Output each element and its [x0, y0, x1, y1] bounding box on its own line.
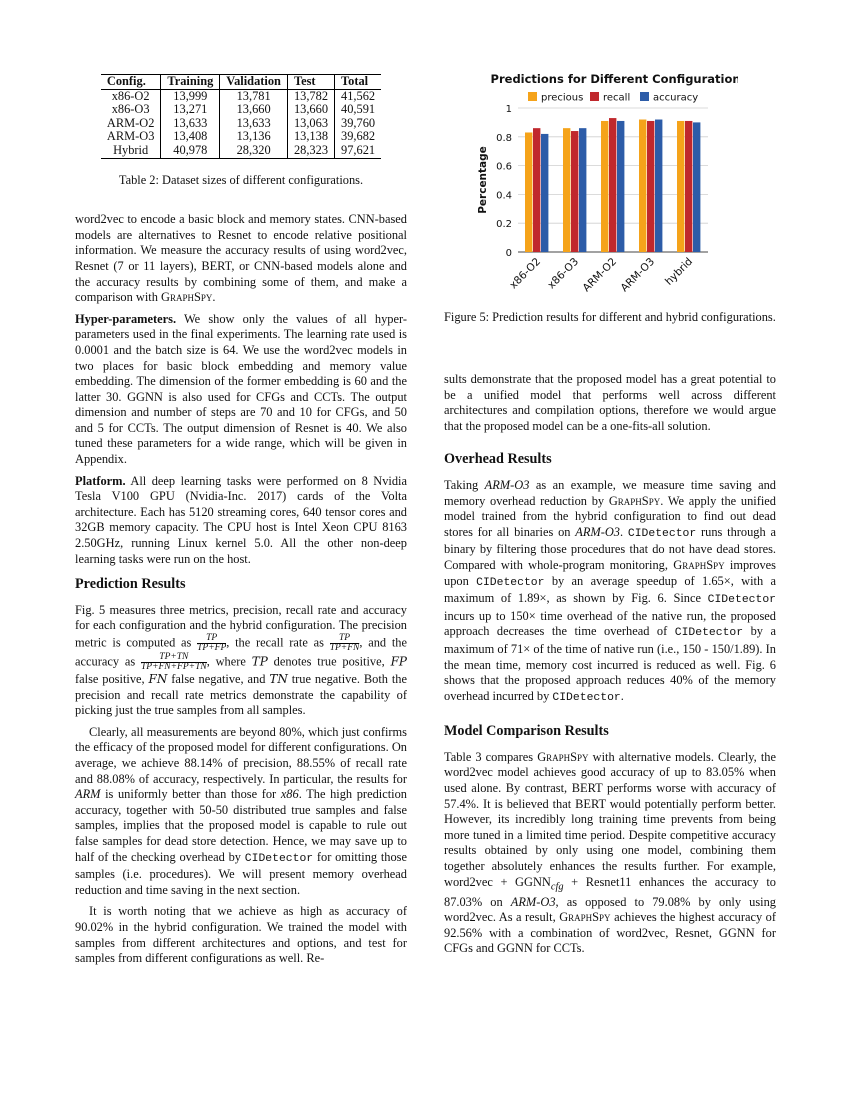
paragraph: word2vec to encode a basic block and memory states. CNN-based models are alternatives to Resnet to encode relative positional information. We measure the accuracy results of using word2vec, Resnet (7 or 11 layers), BERT, or CNN-based models alone and the accuracy results by combining some of them, and make a comparison with GraphSpy.: [75, 212, 407, 305]
x-tick-label: x86-O3: [545, 255, 582, 292]
bar: [579, 128, 586, 252]
table-row: [101, 89, 381, 103]
bar: [639, 120, 646, 252]
table-cell: 28,320: [220, 144, 288, 158]
table-header: Training: [161, 75, 220, 90]
table-header: Test: [287, 75, 334, 90]
accuracy-formula: $\frac{TP+TN}{TP+FN+FP+TN}$: [141, 652, 207, 672]
bar: [617, 121, 624, 252]
bar: [693, 122, 700, 252]
paragraph: sults demonstrate that the proposed model has a great potential to be a unified model that performs well across different architectures and compilation options, therefore we would argue that the proposed model can be a one-fits-all solution.: [444, 372, 776, 433]
bar-chart: [468, 70, 738, 304]
table-cell: 13,633: [161, 117, 220, 131]
legend-swatch: [590, 92, 599, 101]
dataset-table: [101, 74, 381, 159]
paragraph: Platform. All deep learning tasks were performed on 8 Nvidia Tesla V100 GPU (Nvidia-Inc. 2017) cards of the Volta architecture. Each has 5120 streaming cores, 640 tensor cores and 32GB memory capacity. The CPU host is Intel Xeon CPU 8163 2.50GHz, running Linux kernel 5.0. All the other non-deep learning tasks were run on the host.: [75, 473, 407, 566]
legend-label: accuracy: [653, 92, 699, 104]
table-cell: x86-O2: [111, 88, 150, 103]
y-tick-label: 1: [505, 104, 512, 115]
table-cell: 13,660: [287, 103, 334, 117]
bar: [525, 132, 532, 252]
table-cell: 97,621: [335, 144, 382, 158]
bar: [571, 131, 578, 252]
y-axis-label: Percentage: [477, 146, 489, 214]
bar: [677, 121, 684, 252]
paragraph: Taking ARM-O3 as an example, we measure time saving and memory overhead reduction by GraphSpy. We apply the unified model trained from the hybrid configuration to find out dead stores for all binaries on ARM-O3. CIDetector runs through a binary by filtering those procedures that do not have dead stores. Compared with whole-program monitoring, GraphSpy improves upon CIDetector by an average speedup of 1.65×, with a maximum of 1.89×, as shown by Fig. 6. Since CIDetector incurs up to 150× time overhead of the native run, the proposed approach decreases the time overhead of CIDetector by a maximum of 71× of the time of native run (i.e., 150 - 150/1.89). In the mean time, memory cost incurred is reduced as well. Fig. 6 shows that the proposed approach reduces 40% of the memory overhead incurred by CIDetector.: [444, 477, 776, 704]
table-cell: 28,323: [287, 144, 334, 158]
table-cell: 40,978: [161, 144, 220, 158]
table-cell: 13,782: [287, 89, 334, 103]
table-row: [101, 144, 381, 158]
table-row: [101, 103, 381, 117]
table-cell: 13,999: [161, 89, 220, 103]
table-cell: Hybrid: [101, 144, 161, 158]
table-cell: 13,660: [220, 103, 288, 117]
bar: [609, 118, 616, 252]
table-header: Config.: [101, 75, 161, 90]
bar: [601, 121, 608, 252]
y-tick-label: 0: [505, 248, 512, 259]
table-header: Total: [335, 75, 382, 90]
legend-swatch: [528, 92, 537, 101]
table-header-row: [101, 75, 381, 90]
table-row: [101, 130, 381, 144]
bar: [533, 128, 540, 252]
y-tick-label: 0.2: [496, 219, 512, 231]
y-tick-label: 0.4: [496, 190, 512, 202]
table-header: Validation: [220, 75, 288, 90]
precision-formula: $\frac{TP}{TP+FP}$: [197, 633, 227, 653]
legend-swatch: [640, 92, 649, 101]
legend-label: recall: [603, 92, 631, 104]
table-cell: 13,271: [161, 103, 220, 117]
x-tick-label: ARM-O2: [580, 255, 620, 295]
bar: [685, 121, 692, 252]
table-cell: 13,136: [220, 130, 288, 144]
x-tick-label: hybrid: [662, 255, 696, 288]
x-tick-label: x86-O2: [507, 255, 544, 292]
table-cell: 13,408: [161, 130, 220, 144]
table-cell: 13,781: [220, 89, 288, 103]
left-column: [75, 74, 407, 973]
figure-caption: Figure 5: Prediction results for different and hybrid configurations.: [444, 310, 776, 324]
table-cell: 13,633: [220, 117, 288, 131]
section-heading: Prediction Results: [75, 576, 186, 593]
bar: [563, 128, 570, 252]
paragraph: Table 3 compares GraphSpy with alternative models. Clearly, the word2vec model achieves good accuracy of up to 83.05% when used alone. By contrast, BERT performs worse with accuracy of 57.4%. It is believed that BERT would potentially perform better. However, its incredibly long training time prevents from being more tuned in a limited time period. Despite competitive accuracy results obtained by only using one model, combining them together absolutely enhances the results further. For example, word2vec + $GGNN_{cfg}$ + Resnet11 enhances the accuracy to 87.03% on ARM-O3, as opposed to 79.08% by only using word2vec. As a result, GraphSpy achieves the highest accuracy of 92.56% with a combination of word2vec, Resnet, GGNN for CFGs and GGNN for CCTs.: [444, 749, 776, 956]
table-caption: Table 2: Dataset sizes of different configurations.: [118, 172, 364, 187]
bar: [647, 121, 654, 252]
table-cell: 41,562: [335, 89, 382, 103]
figure5-chart: [468, 70, 738, 304]
legend-label: precious: [541, 92, 584, 104]
paragraph: Hyper-parameters. We show only the values of all hyper-parameters used in the final experiments. The learning rate used is 0.0001 and the batch size is 64. We use the word2vec models in two places for basic block embedding and memory value embedding. The dimension of the former embedding is 60 and the latter 30. GGNN is also used for CFGs and CCTs. The output dimension and number of steps are 70 and 10 for CFGs, and 50 and 5 for CCTs. The output dimension of Resnet is 40. We also tuned these parameters for a wide range, which will be given in Appendix.: [75, 311, 408, 467]
section-heading: Overhead Results: [444, 451, 552, 468]
paragraph: Clearly, all measurements are beyond 80%, which just confirms the efficacy of the proposed model for different configurations. On average, we achieve 88.14% of precision, 88.55% of recall rate and 88.08% of accuracy, respectively. In particular, the results for ARM is uniformly better than those for x86. The high prediction accuracy, together with 50-50 distributed true samples and false samples, implies that the proposed model is capable to rule out false samples for dead store detection. Hence, we may save up to half of the checking overhead by CIDetector for omitting those samples (i.e. procedures). We will present memory overhead reduction and time saving in the next section.: [75, 724, 408, 897]
paragraph: Fig. 5 measures three metrics, precision, recall rate and accuracy for each configuration and the hybrid configuration. The precision metric is computed as $\frac{TP}{TP+FP}$ , the recall rate as $\frac{TP}{TP+FN}$ , and the accuracy as $\frac{TP+TN}{TP+FN+FP+TN}$ , where TP denotes true positive, FP false positive, FN false negative, and TN true negative. Both the precision and recall rate metrics demonstrate the capability of picking just the true samples from all samples.: [75, 602, 407, 718]
table-cell: 39,682: [335, 130, 382, 144]
right-column: [444, 372, 776, 963]
y-tick-label: 0.8: [496, 132, 512, 144]
paragraph-heading: Platform.: [75, 473, 126, 488]
table-cell: 39,760: [335, 117, 382, 131]
table-cell: 40,591: [335, 103, 382, 117]
table-cell: 13,138: [287, 130, 334, 144]
table-cell: 13,063: [287, 117, 334, 131]
x-tick-label: ARM-O3: [618, 255, 658, 295]
table-cell: x86-O3: [111, 102, 150, 117]
bar: [655, 120, 662, 252]
paragraph-heading: Hyper-parameters.: [75, 311, 177, 326]
y-tick-label: 0.6: [496, 161, 512, 173]
paragraph: It is worth noting that we achieve as high as accuracy of 90.02% in the hybrid configuration. We trained the model with samples from different architectures and options, and test for samples from different configurations as well. Re-: [75, 904, 407, 966]
table-cell: ARM-O3: [106, 129, 155, 144]
bar: [541, 134, 548, 252]
table-row: [101, 117, 381, 131]
recall-formula: $\frac{TP}{TP+FN}$: [329, 633, 360, 653]
table-cell: ARM-O2: [106, 115, 155, 130]
section-heading: Model Comparison Results: [444, 723, 609, 740]
chart-title: Predictions for Different Configurations: [490, 72, 738, 86]
